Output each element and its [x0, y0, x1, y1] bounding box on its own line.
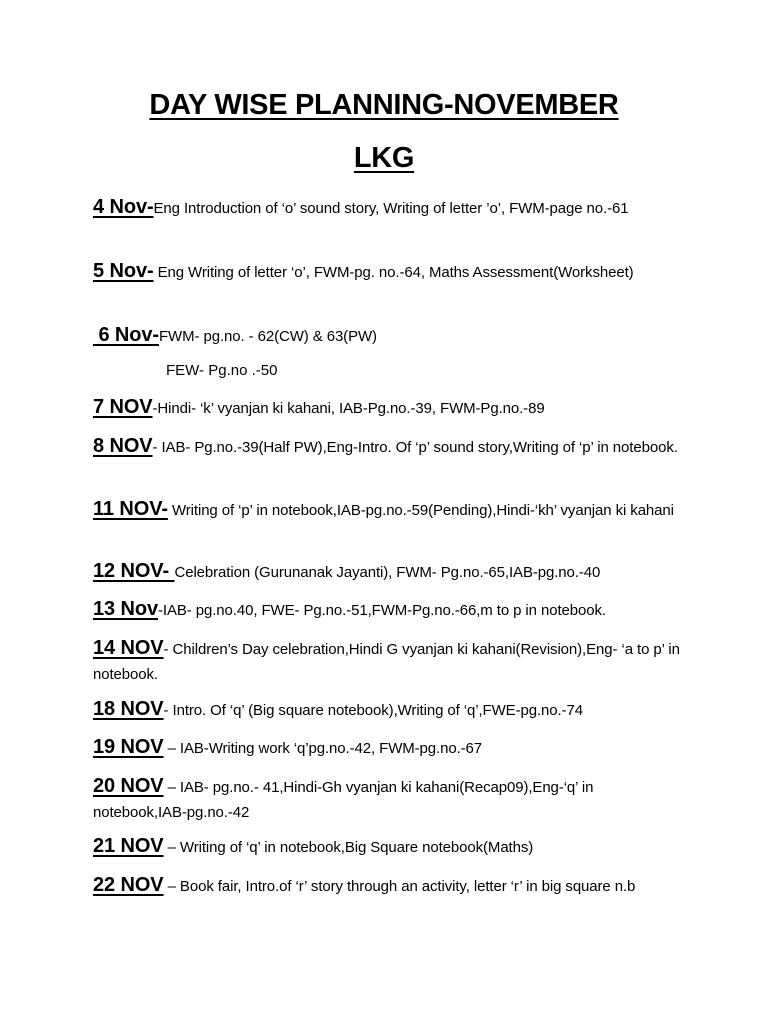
entry-text: - Intro. Of ‘q’ (Big square notebook),Writing of ‘q’,FWE-pg.no.-74	[163, 702, 583, 719]
plan-entry	[93, 395, 683, 421]
entry-date: 20 NOV	[93, 775, 164, 797]
entry-text: – IAB-Writing work ‘q’pg.no.-42, FWM-pg.no.-67	[163, 740, 483, 757]
plan-entry	[93, 873, 683, 899]
entry-date: 6 Nov-	[93, 324, 159, 346]
entry-date: 12 NOV-	[93, 560, 175, 582]
entry-date: 21 NOV	[93, 835, 164, 857]
entry-text: – IAB- pg.no.- 41,Hindi-Gh vyanjan ki kahani(Recap09),Eng-‘q’ in notebook,IAB-pg.no.-42	[93, 779, 594, 821]
plan-entry	[93, 834, 683, 860]
entry-text: Eng Writing of letter ‘o’, FWM-pg. no.-64, Maths Assessment(Worksheet)	[153, 264, 634, 281]
page-title: DAY WISE PLANNING-NOVEMBER	[149, 89, 619, 121]
entry-date: 4 Nov-	[93, 196, 154, 218]
entry-text: -Hindi- ‘k’ vyanjan ki kahani, IAB-Pg.no.-39, FWM-Pg.no.-89	[152, 400, 545, 417]
plan-entry	[93, 195, 683, 221]
entry-text: - Children’s Day celebration,Hindi G vyanjan ki kahani(Revision),Eng- ‘a to p’ in notebook.	[93, 641, 680, 683]
entry-date: 7 NOV	[93, 396, 153, 418]
entry-text: Writing of ‘p’ in notebook,IAB-pg.no.-59(Pending),Hindi-‘kh’ vyanjan ki kahani	[167, 502, 674, 519]
entry-date: 13 Nov	[93, 598, 158, 620]
entry-extra-line: FEW- Pg.no .-50	[166, 362, 278, 379]
plan-entry	[93, 559, 683, 585]
plan-entry	[93, 323, 683, 349]
entry-text: Celebration (Gurunanak Jayanti), FWM- Pg.no.-65,IAB-pg.no.-40	[174, 564, 601, 581]
plan-entry	[93, 774, 683, 825]
entry-date: 19 NOV	[93, 736, 164, 758]
class-heading: LKG	[353, 142, 415, 174]
plan-entry	[93, 597, 683, 623]
plan-entry	[93, 434, 683, 460]
entry-text: FWM- pg.no. - 62(CW) & 63(PW)	[158, 328, 377, 345]
plan-entry	[93, 259, 683, 285]
plan-entry	[93, 636, 683, 687]
plan-entry	[93, 497, 683, 523]
entry-date: 5 Nov-	[93, 260, 154, 282]
plan-entry	[93, 697, 683, 723]
entry-date: 11 NOV-	[93, 498, 168, 520]
entry-date: 8 NOV	[93, 435, 153, 457]
entry-date: 14 NOV	[93, 637, 164, 659]
plan-entry	[93, 735, 683, 761]
entry-date: 18 NOV	[93, 698, 164, 720]
entry-text: – Book fair, Intro.of ‘r’ story through an activity, letter ‘r’ in big square n.b	[163, 878, 636, 895]
entry-text: – Writing of ‘q’ in notebook,Big Square notebook(Maths)	[163, 839, 534, 856]
entry-text: - IAB- Pg.no.-39(Half PW),Eng-Intro. Of ‘p’ sound story,Writing of ‘p’ in notebook.	[152, 439, 678, 456]
entry-text: Eng Introduction of ‘o’ sound story, Writing of letter ’o’, FWM-page no.-61	[153, 200, 629, 217]
entry-text: -IAB- pg.no.40, FWE- Pg.no.-51,FWM-Pg.no.-66,m to p in notebook.	[158, 602, 606, 619]
entry-date: 22 NOV	[93, 874, 164, 896]
